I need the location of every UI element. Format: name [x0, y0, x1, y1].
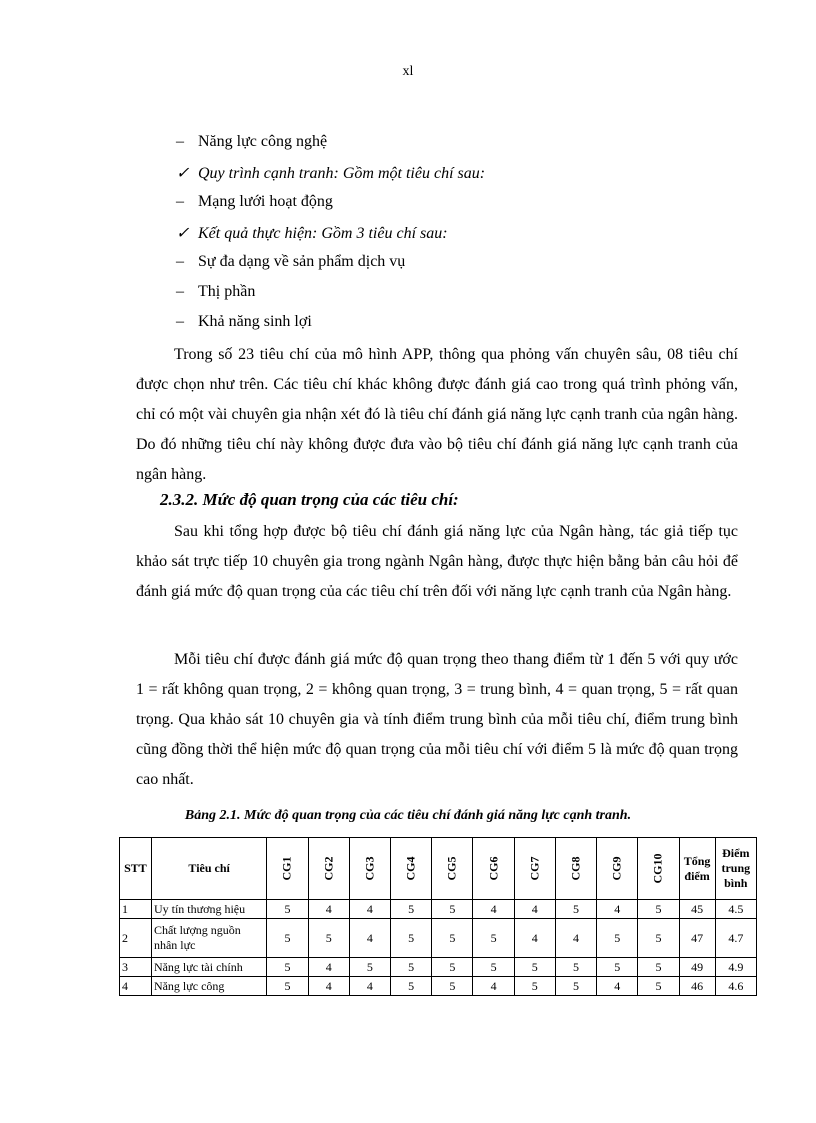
cell-score: 5 — [267, 977, 308, 996]
bullet-item — [176, 283, 255, 301]
cell-score: 4 — [597, 900, 638, 919]
cell-criteria: Uy tín thương hiệu — [151, 900, 266, 919]
header-stt: STT — [120, 838, 152, 900]
header-cg6: CG6 — [473, 838, 514, 900]
cell-score: 5 — [432, 977, 473, 996]
header-cg5: CG5 — [432, 838, 473, 900]
header-cg3: CG3 — [349, 838, 390, 900]
cell-score: 4 — [473, 977, 514, 996]
cell-score: 4 — [473, 900, 514, 919]
cell-score: 5 — [432, 900, 473, 919]
cell-score: 5 — [638, 919, 679, 958]
header-cg9: CG9 — [597, 838, 638, 900]
paragraph-1 — [136, 340, 738, 490]
cell-score: 4 — [514, 919, 555, 958]
cell-score: 4 — [514, 900, 555, 919]
cell-score: 5 — [391, 919, 432, 958]
cell-score: 4 — [555, 919, 596, 958]
cell-score: 5 — [267, 958, 308, 977]
bullet-text: Quy trình cạnh tranh: Gồm một tiêu chí sau: — [198, 165, 486, 182]
table-row — [120, 958, 757, 977]
table-header-row — [120, 838, 757, 900]
bullet-text: Năng lực công nghệ — [198, 133, 328, 150]
dash-icon: – — [176, 193, 184, 210]
cell-score: 5 — [638, 958, 679, 977]
bullet-item — [176, 193, 333, 211]
header-cg2: CG2 — [308, 838, 349, 900]
cell-score: 4 — [349, 977, 390, 996]
cell-criteria: Năng lực tài chính — [151, 958, 266, 977]
dash-icon: – — [176, 133, 184, 150]
cell-score: 5 — [473, 919, 514, 958]
table-caption: Bảng 2.1. Mức độ quan trọng của các tiêu chí đánh giá năng lực cạnh tranh. — [184, 808, 632, 823]
cell-score: 5 — [555, 900, 596, 919]
paragraph-2 — [136, 517, 738, 607]
cell-stt: 2 — [120, 919, 152, 958]
cell-score: 4 — [349, 919, 390, 958]
dash-icon: – — [176, 253, 184, 270]
header-criteria: Tiêu chí — [151, 838, 266, 900]
bullet-item — [176, 223, 448, 243]
header-cg4: CG4 — [391, 838, 432, 900]
cell-total: 47 — [679, 919, 715, 958]
cell-criteria: Năng lực công — [151, 977, 266, 996]
cell-score: 4 — [308, 958, 349, 977]
cell-score: 5 — [514, 958, 555, 977]
cell-stt: 4 — [120, 977, 152, 996]
bullet-text: Mạng lưới hoạt động — [198, 193, 333, 210]
paragraph-text: Mỗi tiêu chí được đánh giá mức độ quan trọng theo thang điểm từ 1 đến 5 với quy ước 1 = rất không quan trọng, 2 = không quan trọng, 3 = trung bình, 4 = quan trọng, 5 = rất quan trọng. Qua khảo sát 10 chuyên gia và tính điểm trung bình của mỗi tiêu chí, điểm trung bình cũng đồng thời thể hiện mức độ quan trọng của mỗi tiêu chí với điểm 5 là mức độ quan trọng cao nhất. — [136, 651, 738, 788]
bullet-item — [176, 163, 485, 183]
table-row — [120, 919, 757, 958]
cell-score: 5 — [638, 977, 679, 996]
header-cg8: CG8 — [555, 838, 596, 900]
cell-total: 45 — [679, 900, 715, 919]
cell-score: 5 — [555, 958, 596, 977]
cell-stt: 1 — [120, 900, 152, 919]
cell-score: 5 — [638, 900, 679, 919]
table-row — [120, 900, 757, 919]
cell-score: 5 — [514, 977, 555, 996]
paragraph-text: Trong số 23 tiêu chí của mô hình APP, thông qua phỏng vấn chuyên sâu, 08 tiêu chí được chọn như trên. Các tiêu chí khác không được đánh giá cao trong quá trình phỏng vấn, chỉ có một vài chuyên gia nhận xét đó là tiêu chí đánh giá năng lực cạnh tranh của ngân hàng. Do đó những tiêu chí này không được đưa vào bộ tiêu chí đánh giá năng lực cạnh tranh của ngân hàng. — [136, 346, 738, 483]
header-total: Tổng điểm — [679, 838, 715, 900]
cell-score: 5 — [391, 900, 432, 919]
paragraph-text: Sau khi tổng hợp được bộ tiêu chí đánh giá năng lực của Ngân hàng, tác giả tiếp tục khảo sát trực tiếp 10 chuyên gia trong ngành Ngân hàng, được thực hiện bằng bản câu hỏi để đánh giá mức độ quan trọng của các tiêu chí trên đối với năng lực cạnh tranh của Ngân hàng. — [136, 523, 738, 600]
section-heading: 2.3.2. Mức độ quan trọng của các tiêu chí: — [160, 490, 459, 509]
page-number: xl — [402, 64, 414, 79]
bullet-item — [176, 133, 327, 151]
header-cg10: CG10 — [638, 838, 679, 900]
bullet-text: Khả năng sinh lợi — [198, 313, 312, 330]
cell-criteria: Chất lượng nguồn nhân lực — [151, 919, 266, 958]
bullet-text: Kết quả thực hiện: Gồm 3 tiêu chí sau: — [198, 225, 448, 242]
table-row — [120, 977, 757, 996]
bullet-text: Thị phần — [198, 283, 256, 300]
cell-score: 5 — [308, 919, 349, 958]
cell-score: 5 — [555, 977, 596, 996]
dash-icon: – — [176, 283, 184, 300]
header-average: Điểm trung bình — [715, 838, 756, 900]
cell-score: 4 — [308, 900, 349, 919]
cell-score: 5 — [432, 958, 473, 977]
cell-average: 4.5 — [715, 900, 756, 919]
cell-score: 4 — [308, 977, 349, 996]
bullet-text: Sự đa dạng về sản phẩm dịch vụ — [198, 253, 406, 270]
cell-average: 4.7 — [715, 919, 756, 958]
header-cg7: CG7 — [514, 838, 555, 900]
dash-icon: – — [176, 313, 184, 330]
cell-score: 4 — [349, 900, 390, 919]
cell-score: 5 — [267, 900, 308, 919]
cell-stt: 3 — [120, 958, 152, 977]
cell-total: 46 — [679, 977, 715, 996]
cell-score: 5 — [349, 958, 390, 977]
paragraph-3 — [136, 645, 738, 795]
cell-score: 5 — [432, 919, 473, 958]
cell-score: 5 — [473, 958, 514, 977]
bullet-item — [176, 313, 312, 331]
cell-score: 5 — [267, 919, 308, 958]
cell-average: 4.9 — [715, 958, 756, 977]
cell-score: 5 — [597, 919, 638, 958]
cell-score: 5 — [391, 958, 432, 977]
bullet-item — [176, 253, 405, 271]
cell-score: 4 — [597, 977, 638, 996]
checkmark-icon: ✓ — [176, 165, 190, 182]
cell-total: 49 — [679, 958, 715, 977]
cell-score: 5 — [391, 977, 432, 996]
checkmark-icon: ✓ — [176, 225, 190, 242]
header-cg1: CG1 — [267, 838, 308, 900]
criteria-importance-table — [119, 837, 757, 996]
cell-score: 5 — [597, 958, 638, 977]
cell-average: 4.6 — [715, 977, 756, 996]
